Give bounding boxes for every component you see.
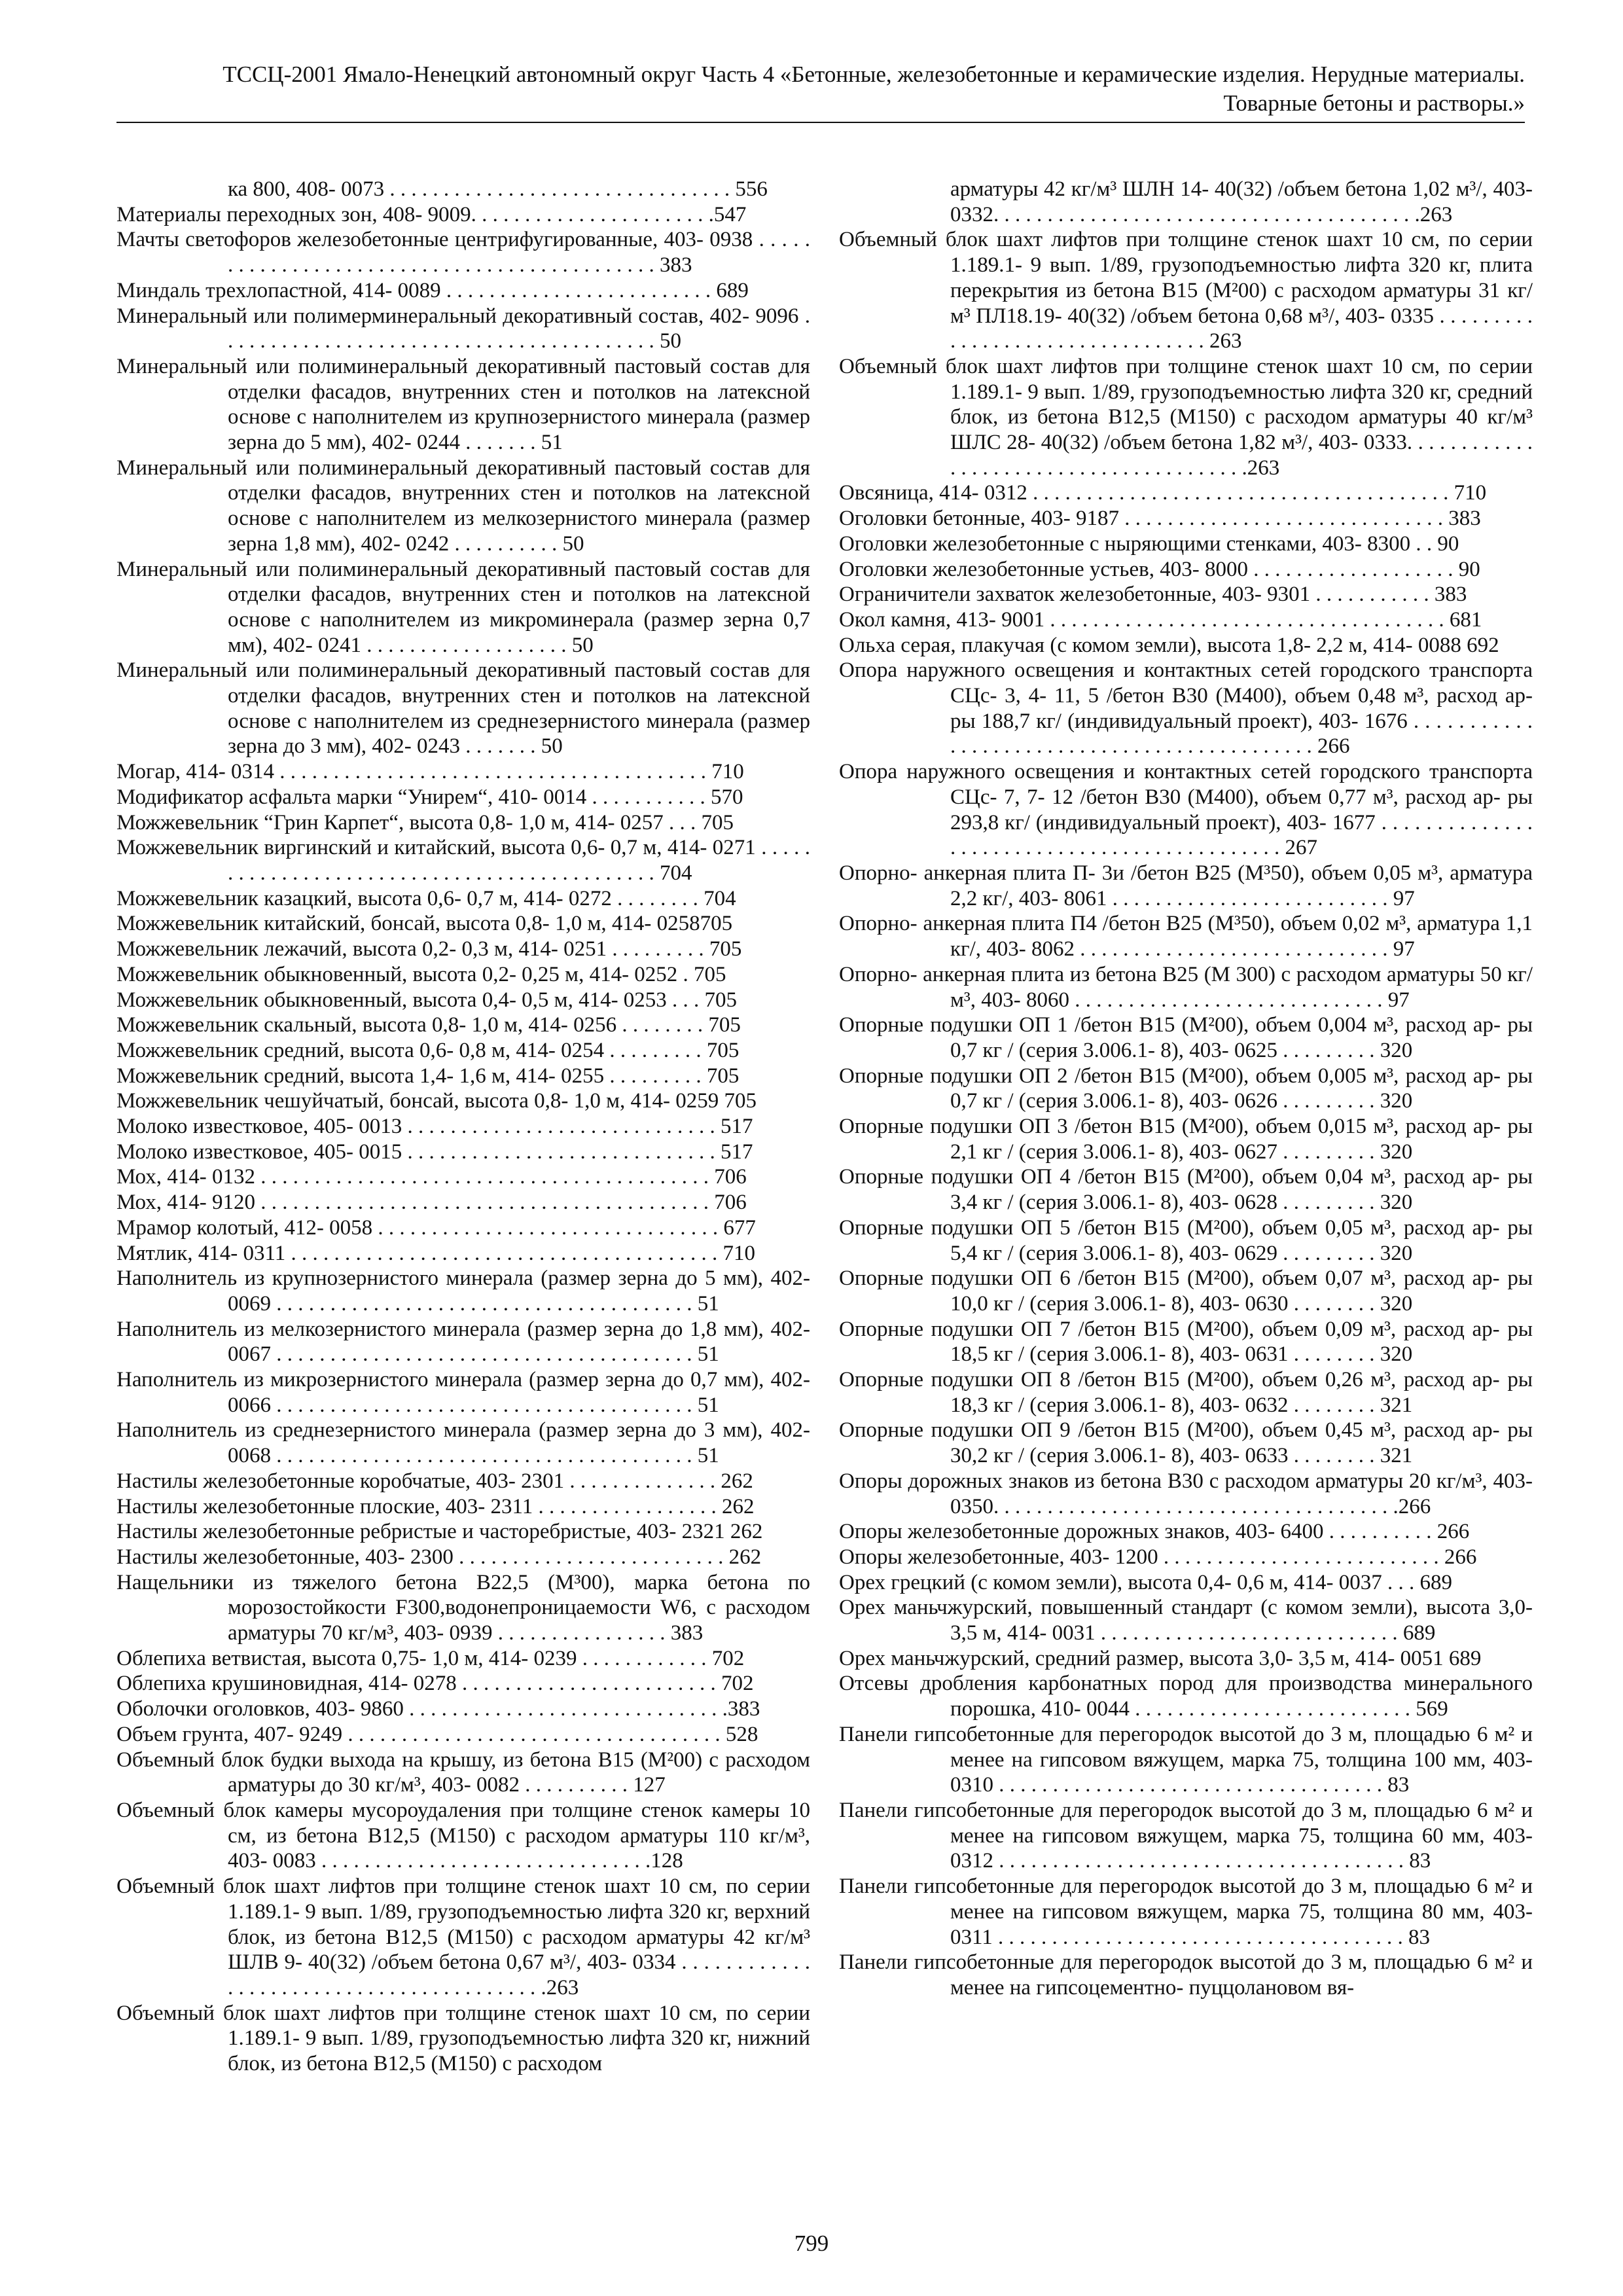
index-entry: Настилы железобетонные ребристые и часторебристые, 403- 2321 262: [116, 1520, 763, 1544]
index-entry: Можжевельник средний, высота 1,4- 1,6 м, 414- 0255 . . . . . . . . . 705: [116, 1064, 740, 1088]
index-entry: Можжевельник чешуйчатый, бонсай, высота 0,8- 1,0 м, 414- 0259 705: [116, 1089, 757, 1113]
index-entry: Материалы переходных зон, 408- 9009. . . . . . . . . . . . . . . . . . . . . . .547: [116, 202, 747, 226]
index-entry: Молоко известковое, 405- 0013 . . . . . . . . . . . . . . . . . . . . . . . . . . . . . 517: [116, 1115, 753, 1139]
page-number: 799: [794, 2231, 829, 2256]
index-entry: Опорные подушки ОП 6 /бетон В15 (М²00), объем 0,07 м³, расход ар- ры 10,0 кг / (серия 3.006.1- 8), 403- 0630 . . . . . . . . 320: [839, 1266, 1533, 1316]
index-entry: Орех грецкий (с комом земли), высота 0,4- 0,6 м, 414- 0037 . . . 689: [839, 1570, 1452, 1594]
index-entry: Панели гипсобетонные для перегородок высотой до 3 м, площадью 6 м² и менее на гипсоцементно- пуццолановом вя-: [839, 1950, 1533, 2000]
index-entry: Опорные подушки ОП 7 /бетон В15 (М²00), объем 0,09 м³, расход ар- ры 18,5 кг / (серия 3.006.1- 8), 403- 0631 . . . . . . . . 320: [839, 1317, 1533, 1367]
index-entry: Можжевельник средний, высота 0,6- 0,8 м, 414- 0254 . . . . . . . . . 705: [116, 1038, 740, 1062]
index-entry: Опора наружного освещения и контактных сетей городского транспорта СЦс- 3, 4- 11, 5 /бетон В30 (М400), объем 0,48 м³, расход ар- ры 188,7 кг/ (индивидуальный проект), 403- 1676 . . . . . . . . . . . . . . . . . . . . . . . . . . . . . . . . . . . . . . . . . . . . . 266: [839, 658, 1533, 759]
index-entry: Опорные подушки ОП 8 /бетон В15 (М²00), объем 0,26 м³, расход ар- ры 18,3 кг / (серия 3.006.1- 8), 403- 0632 . . . . . . . . 321: [839, 1368, 1533, 1417]
index-entry: Опоры железобетонные дорожных знаков, 403- 6400 . . . . . . . . . . 266: [839, 1520, 1470, 1544]
index-entry: Объемный блок камеры мусороудаления при толщине стенок камеры 10 см, из бетона В12,5 (М150) с расходом арматуры 110 кг/м³, 403- 0083 . . . . . . . . . . . . . . . . . . . . . . . . . . . . . . .128: [116, 1799, 810, 1873]
index-entry: Наполнитель из крупнозернистого минерала (размер зерна до 5 мм), 402- 0069 . . . . . . . . . . . . . . . . . . . . . . . . . . . . . . . . . . . . . . . 51: [116, 1266, 810, 1316]
index-column-right: [839, 177, 1533, 2001]
index-entry: Опоры железобетонные, 403- 1200 . . . . . . . . . . . . . . . . . . . . . . . . . . 266: [839, 1545, 1477, 1569]
index-entry: Мятлик, 414- 0311 . . . . . . . . . . . . . . . . . . . . . . . . . . . . . . . . . . . . . . . . 710: [116, 1241, 756, 1265]
index-entry: Миндаль трехлопастной, 414- 0089 . . . . . . . . . . . . . . . . . . . . . . . . . 689: [116, 278, 749, 302]
index-entry: Опорные подушки ОП 2 /бетон В15 (М²00), объем 0,005 м³, расход ар- ры 0,7 кг / (серия 3.006.1- 8), 403- 0626 . . . . . . . . . 320: [839, 1064, 1533, 1113]
index-entry: Настилы железобетонные, 403- 2300 . . . . . . . . . . . . . . . . . . . . . . . . . 262: [116, 1545, 762, 1569]
index-entry: Минеральный или полиминеральный декоративный пастовый состав для отделки фасадов, внутренних стен и потолков на латексной основе с наполнителем из крупнозернистого минерала (размер зерна до 5 мм), 402- 0244 . . . . . . . 51: [116, 354, 810, 455]
index-entry: Опорные подушки ОП 3 /бетон В15 (М²00), объем 0,015 м³, расход ар- ры 2,1 кг / (серия 3.006.1- 8), 403- 0627 . . . . . . . . . 320: [839, 1115, 1533, 1164]
index-entry: Настилы железобетонные коробчатые, 403- 2301 . . . . . . . . . . . . . . 262: [116, 1469, 753, 1493]
index-entry: Наполнитель из среднезернистого минерала (размер зерна до 3 мм), 402- 0068 . . . . . . . . . . . . . . . . . . . . . . . . . . . . . . . . . . . . . . . 51: [116, 1418, 810, 1468]
index-column-left: [116, 177, 810, 2077]
index-entry: Опорные подушки ОП 1 /бетон В15 (М²00), объем 0,004 м³, расход ар- ры 0,7 кг / (серия 3.006.1- 8), 403- 0625 . . . . . . . . . 320: [839, 1013, 1533, 1062]
index-entry: Оголовки железобетонные с ныряющими стенками, 403- 8300 . . 90: [839, 531, 1459, 556]
index-entry: Можжевельник обыкновенный, высота 0,2- 0,25 м, 414- 0252 . 705: [116, 962, 726, 986]
index-entry: Орех маньчжурский, средний размер, высота 3,0- 3,5 м, 414- 0051 689: [839, 1646, 1482, 1670]
header-line-1: ТССЦ-2001 Ямало-Ненецкий автономный округ Часть 4 «Бетонные, железобетонные и керамические изделия. Нерудные материалы.: [223, 62, 1525, 87]
index-entry: Можжевельник виргинский и китайский, высота 0,6- 0,7 м, 414- 0271 . . . . . . . . . . . . . . . . . . . . . . . . . . . . . . . . . . . . . . . . . . . . . 704: [116, 836, 810, 885]
index-entry: Минеральный или полиминеральный декоративный пастовый состав для отделки фасадов, внутренних стен и потолков на латексной основе с наполнителем из микроминерала (размер зерна 0,7 мм), 402- 0241 . . . . . . . . . . . . . . . . . . . 50: [116, 557, 810, 657]
index-entry: Орех маньчжурский, повышенный стандарт (с комом земли), высота 3,0- 3,5 м, 414- 0031 . . . . . . . . . . . . . . . . . . . . . . . . . . . . 689: [839, 1596, 1533, 1645]
index-entry: Ольха серая, плакучая (с комом земли), высота 1,8- 2,2 м, 414- 0088 692: [839, 633, 1499, 657]
index-entry: Опорные подушки ОП 5 /бетон В15 (М²00), объем 0,05 м³, расход ар- ры 5,4 кг / (серия 3.006.1- 8), 403- 0629 . . . . . . . . . 320: [839, 1215, 1533, 1265]
index-entry: Облепиха ветвистая, высота 0,75- 1,0 м, 414- 0239 . . . . . . . . . . . . 702: [116, 1646, 745, 1670]
index-entry: Мрамор колотый, 412- 0058 . . . . . . . . . . . . . . . . . . . . . . . . . . . . . . . . 677: [116, 1215, 756, 1240]
index-entry: Ограничители захваток железобетонные, 403- 9301 . . . . . . . . . . . 383: [839, 583, 1467, 607]
index-entry: Панели гипсобетонные для перегородок высотой до 3 м, площадью 6 м² и менее на гипсовом вяжущем, марка 75, толщина 100 мм, 403- 0310 . . . . . . . . . . . . . . . . . . . . . . . . . . . . . . . . . . . . 83: [839, 1722, 1533, 1797]
index-entry: Модификатор асфальта марки “Унирем“, 410- 0014 . . . . . . . . . . . 570: [116, 785, 743, 809]
index-entry: Окол камня, 413- 9001 . . . . . . . . . . . . . . . . . . . . . . . . . . . . . . . . . . . . . 681: [839, 607, 1482, 632]
index-entry: Могар, 414- 0314 . . . . . . . . . . . . . . . . . . . . . . . . . . . . . . . . . . . . . . . . 710: [116, 760, 744, 784]
index-entry: Оголовки железобетонные устьев, 403- 8000 . . . . . . . . . . . . . . . . . . . 90: [839, 557, 1480, 581]
index-entry: Можжевельник скальный, высота 0,8- 1,0 м, 414- 0256 . . . . . . . . 705: [116, 1013, 741, 1037]
index-entry: Объемный блок шахт лифтов при толщине стенок шахт 10 см, по серии 1.189.1- 9 вып. 1/89, грузоподъемностью лифта 320 кг, плита перекрытия из бетона В15 (М²00) с расходом арматуры 31 кг/м³ ПЛ18.19- 40(32) /объем бетона 0,68 м³/, 403- 0335 . . . . . . . . . . . . . . . . . . . . . . . . . . . . . . . . . 263: [839, 228, 1533, 353]
index-entry: Объемный блок шахт лифтов при толщине стенок шахт 10 см, по серии 1.189.1- 9 вып. 1/89, грузоподъемностью лифта 320 кг, верхний блок, из бетона В12,5 (М150) с расходом арматуры 42 кг/м³ ШЛВ 9- 40(32) /объем бетона 0,67 м³/, 403- 0334 . . . . . . . . . . . . . . . . . . . . . . . . . . . . . . . . . . . . . . . . . .263: [116, 1874, 810, 2000]
index-entry: ка 800, 408- 0073 . . . . . . . . . . . . . . . . . . . . . . . . . . . . . . . . 556: [228, 177, 768, 201]
index-entry: Мох, 414- 0132 . . . . . . . . . . . . . . . . . . . . . . . . . . . . . . . . . . . . . . . . . . 706: [116, 1165, 747, 1189]
index-entry: Наполнитель из микрозернистого минерала (размер зерна до 0,7 мм), 402- 0066 . . . . . . . . . . . . . . . . . . . . . . . . . . . . . . . . . . . . . . . 51: [116, 1368, 810, 1417]
index-entry: Нащельники из тяжелого бетона В22,5 (М³00), марка бетона по морозостойкости F300,водонепроницаемости W6, с расходом арматуры 70 кг/м³, 403- 0939 . . . . . . . . . . . . . . . . 383: [116, 1570, 810, 1645]
index-entry: Мох, 414- 9120 . . . . . . . . . . . . . . . . . . . . . . . . . . . . . . . . . . . . . . . . . . 706: [116, 1191, 747, 1215]
index-entry: Опорные подушки ОП 9 /бетон В15 (М²00), объем 0,45 м³, расход ар- ры 30,2 кг / (серия 3.006.1- 8), 403- 0633 . . . . . . . . 321: [839, 1418, 1533, 1468]
index-entry: Можжевельник “Грин Карпет“, высота 0,8- 1,0 м, 414- 0257 . . . 705: [116, 810, 734, 834]
index-entry: Опорно- анкерная плита П- 3и /бетон В25 (М³50), объем 0,05 м³, арматура 2,2 кг/, 403- 8061 . . . . . . . . . . . . . . . . . . . . . . . . . . 97: [839, 861, 1533, 910]
index-entry: Панели гипсобетонные для перегородок высотой до 3 м, площадью 6 м² и менее на гипсовом вяжущем, марка 75, толщина 80 мм, 403- 0311 . . . . . . . . . . . . . . . . . . . . . . . . . . . . . . . . . . . . . . 83: [839, 1874, 1533, 1949]
index-entry: Оболочки оголовков, 403- 9860 . . . . . . . . . . . . . . . . . . . . . . . . . . . . . .383: [116, 1697, 760, 1721]
running-header: [118, 60, 1525, 118]
index-entry: Объемный блок шахт лифтов при толщине стенок шахт 10 см, по серии 1.189.1- 9 вып. 1/89, грузоподъемностью лифта 320 кг, средний блок, из бетона В12,5 (М150) с расходом арматуры 40 кг/м³ ШЛС 28- 40(32) /объем бетона 1,82 м³/, 403- 0333. . . . . . . . . . . . . . . . . . . . . . . . . . . . . . . . . . . . . . . .263: [839, 354, 1533, 480]
index-entry: Объем грунта, 407- 9249 . . . . . . . . . . . . . . . . . . . . . . . . . . . . . . . . . . . 528: [116, 1722, 758, 1746]
index-entry: Оголовки бетонные, 403- 9187 . . . . . . . . . . . . . . . . . . . . . . . . . . . . . . 383: [839, 507, 1481, 531]
index-entry: Опорные подушки ОП 4 /бетон В15 (М²00), объем 0,04 м³, расход ар- ры 3,4 кг / (серия 3.006.1- 8), 403- 0628 . . . . . . . . . 320: [839, 1165, 1533, 1215]
index-entry: Молоко известковое, 405- 0015 . . . . . . . . . . . . . . . . . . . . . . . . . . . . . 517: [116, 1139, 753, 1164]
index-entry: Опоры дорожных знаков из бетона В30 с расходом арматуры 20 кг/м³, 403- 0350. . . . . . . . . . . . . . . . . . . . . . . . . . . . . . . . . . . . . .266: [839, 1469, 1533, 1518]
index-entry: Минеральный или полиминеральный декоративный пастовый состав для отделки фасадов, внутренних стен и потолков на латексной основе с наполнителем из мелкозернистого минерала (размер зерна 1,8 мм), 402- 0242 . . . . . . . . . . 50: [116, 456, 810, 556]
index-entry: Мачты светофоров железобетонные центрифугированные, 403- 0938 . . . . . . . . . . . . . . . . . . . . . . . . . . . . . . . . . . . . . . . . . . . . . 383: [116, 228, 810, 278]
index-entry: арматуры 42 кг/м³ ШЛН 14- 40(32) /объем бетона 1,02 м³/, 403- 0332. . . . . . . . . . . . . . . . . . . . . . . . . . . . . . . . . . . . . . . .263: [950, 177, 1533, 226]
index-entry: Объемный блок шахт лифтов при толщине стенок шахт 10 см, по серии 1.189.1- 9 вып. 1/89, грузоподъемностью лифта 320 кг, нижний блок, из бетона В12,5 (М150) с расходом: [116, 2001, 810, 2076]
index-entry: Можжевельник лежачий, высота 0,2- 0,3 м, 414- 0251 . . . . . . . . . 705: [116, 937, 742, 961]
index-entry: Можжевельник обыкновенный, высота 0,4- 0,5 м, 414- 0253 . . . 705: [116, 988, 738, 1012]
index-entry: Опорно- анкерная плита из бетона В25 (М 300) с расходом арматуры 50 кг/м³, 403- 8060 . . . . . . . . . . . . . . . . . . . . . . . . . . . . . 97: [839, 962, 1533, 1012]
index-entry: Минеральный или полимерминеральный декоративный состав, 402- 9096 . . . . . . . . . . . . . . . . . . . . . . . . . . . . . . . . . . . . . . . . . 50: [116, 304, 810, 353]
index-entry: Настилы железобетонные плоские, 403- 2311 . . . . . . . . . . . . . . . . . 262: [116, 1494, 755, 1518]
index-entry: Можжевельник казацкий, высота 0,6- 0,7 м, 414- 0272 . . . . . . . . 704: [116, 886, 736, 910]
header-rule: [116, 122, 1525, 123]
index-entry: Овсяница, 414- 0312 . . . . . . . . . . . . . . . . . . . . . . . . . . . . . . . . . . . . . . . 710: [839, 481, 1487, 505]
index-entry: Облепиха крушиновидная, 414- 0278 . . . . . . . . . . . . . . . . . . . . . . . . 702: [116, 1672, 754, 1696]
index-entry: Опорно- анкерная плита П4 /бетон В25 (М³50), объем 0,02 м³, арматура 1,1 кг/, 403- 8062 . . . . . . . . . . . . . . . . . . . . . . . . . . . . . 97: [839, 912, 1533, 961]
index-entry: Объемный блок будки выхода на крышу, из бетона В15 (М²00) с расходом арматуры до 30 кг/м³, 403- 0082 . . . . . . . . . . 127: [116, 1748, 810, 1797]
header-line-2: Товарные бетоны и растворы.»: [1223, 90, 1525, 116]
index-entry: Минеральный или полиминеральный декоративный пастовый состав для отделки фасадов, внутренних стен и потолков на латексной основе с наполнителем из среднезернистого минерала (размер зерна до 3 мм), 402- 0243 . . . . . . . 50: [116, 658, 810, 759]
index-entry: Наполнитель из мелкозернистого минерала (размер зерна до 1,8 мм), 402- 0067 . . . . . . . . . . . . . . . . . . . . . . . . . . . . . . . . . . . . . . . 51: [116, 1317, 810, 1367]
index-entry: Можжевельник китайский, бонсай, высота 0,8- 1,0 м, 414- 0258705: [116, 912, 733, 936]
index-entry: Опора наружного освещения и контактных сетей городского транспорта СЦс- 7, 7- 12 /бетон В30 (М400), объем 0,77 м³, расход ар- ры 293,8 кг/ (индивидуальный проект), 403- 1677 . . . . . . . . . . . . . . . . . . . . . . . . . . . . . . . . . . . . . . . . . . . . . 267: [839, 760, 1533, 860]
index-entry: Отсевы дробления карбонатных пород для производства минерального порошка, 410- 0044 . . . . . . . . . . . . . . . . . . . . . . . . . . 569: [839, 1672, 1533, 1721]
index-entry: Панели гипсобетонные для перегородок высотой до 3 м, площадью 6 м² и менее на гипсовом вяжущем, марка 75, толщина 60 мм, 403- 0312 . . . . . . . . . . . . . . . . . . . . . . . . . . . . . . . . . . . . . . 83: [839, 1799, 1533, 1873]
